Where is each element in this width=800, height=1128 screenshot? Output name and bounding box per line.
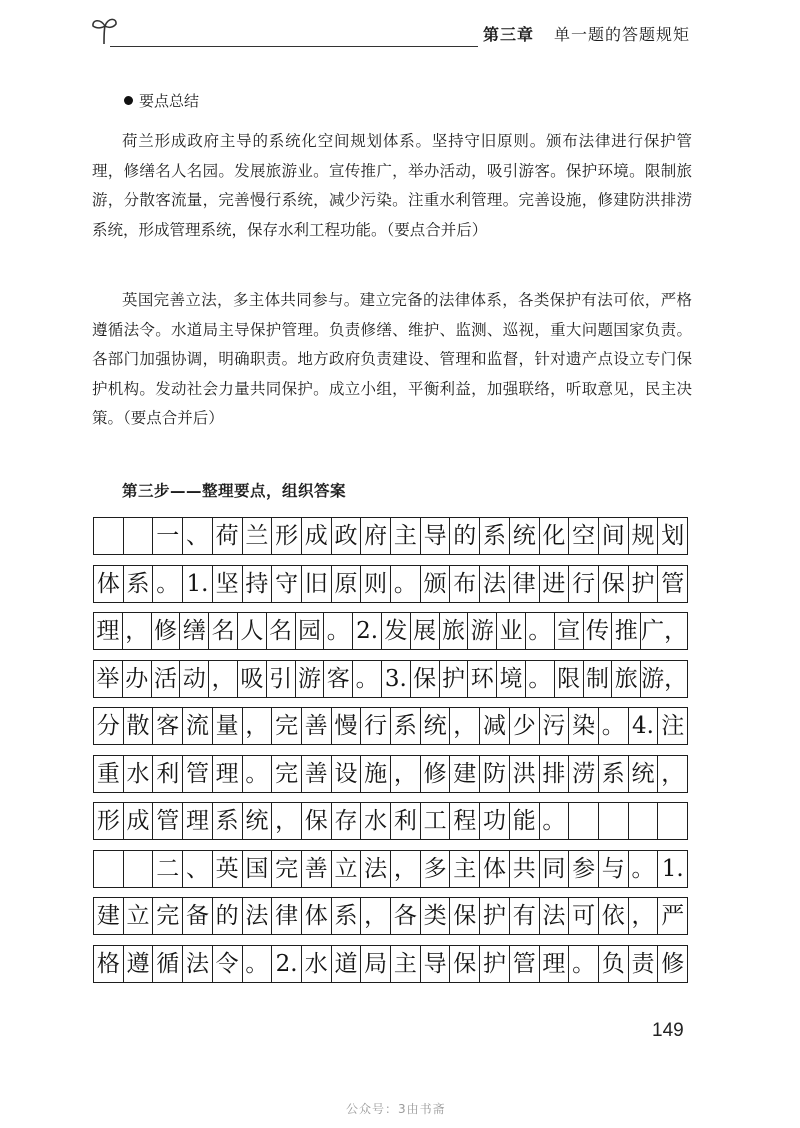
grid-cell: 展 — [411, 613, 440, 649]
grid-cell: ， — [450, 708, 480, 744]
grid-cell: 颁 — [421, 566, 451, 602]
grid-cell: 行 — [569, 566, 599, 602]
grid-cell: 统 — [421, 708, 451, 744]
grid-cell: 荷 — [213, 518, 243, 554]
grid-cell: 引 — [267, 661, 296, 697]
grid-cell: 有 — [510, 898, 540, 934]
grid-row — [93, 517, 688, 555]
grid-cell: 善 — [302, 708, 332, 744]
grid-cell: 染 — [569, 708, 599, 744]
grid-cell: 客 — [324, 661, 353, 697]
grid-cell: 政 — [332, 518, 362, 554]
grid-cell: 进 — [540, 566, 570, 602]
grid-cell: 遵 — [124, 946, 154, 982]
grid-cell: 统 — [629, 756, 659, 792]
chapter-heading — [483, 22, 690, 45]
grid-cell: 4. — [629, 708, 659, 744]
grid-cell: 间 — [599, 518, 629, 554]
grid-cell: 同 — [540, 851, 570, 887]
grid-cell — [658, 803, 687, 839]
page-header — [88, 12, 690, 48]
grid-cell: 1. — [183, 566, 213, 602]
grid-cell: 分 — [94, 708, 124, 744]
grid-cell: 严 — [661, 903, 685, 929]
grid-cell: 律 — [272, 898, 302, 934]
grid-cell: 形 — [272, 518, 302, 554]
grid-cell: 管 — [661, 570, 685, 597]
grid-cell: 兰 — [243, 518, 273, 554]
grid-cell: 导 — [421, 946, 451, 982]
grid-cell: ， — [391, 756, 421, 792]
grid-row — [93, 850, 688, 888]
grid-cell: 旅 — [612, 661, 641, 697]
grid-cell: ， — [209, 661, 238, 697]
grid-cell: 修 — [421, 756, 451, 792]
grid-cell: 量 — [213, 708, 243, 744]
grid-cell: 完 — [272, 756, 302, 792]
grid-cell: 系 — [332, 898, 362, 934]
grid-cell: 责 — [629, 946, 659, 982]
grid-cell: 。 — [540, 803, 570, 839]
grid-cell: 依 — [599, 898, 629, 934]
summary-paragraph-netherlands: 荷兰形成政府主导的系统化空间规划体系。坚持守旧原则。颁布法律进行保护管理，修缮名人名园。发展旅游业。宣传推广，举办活动，吸引游客。保护环境。限制旅游，分散客流量，完善慢行系统，减少污染。注重水利管理。完善设施，修建防洪排涝系统，形成管理系统，保存水利工程功能。（要点合并后） — [92, 132, 692, 239]
grid-cell: 一 — [153, 518, 183, 554]
section-title — [124, 90, 199, 111]
grid-cell: 护 — [629, 566, 659, 602]
grid-cell: 主 — [391, 518, 421, 554]
grid-cell: 规 — [629, 518, 659, 554]
grid-cell: 主 — [450, 851, 480, 887]
grid-cell: 行 — [361, 708, 391, 744]
grid-cell: 坚 — [213, 566, 243, 602]
grid-cell: 律 — [510, 566, 540, 602]
grid-cell: 立 — [332, 851, 362, 887]
grid-cell: 旧 — [302, 566, 332, 602]
grid-cell: 设 — [332, 756, 362, 792]
grid-cell: 的 — [450, 518, 480, 554]
grid-cell: 。 — [526, 661, 555, 697]
grid-cell: 持 — [243, 566, 273, 602]
grid-cell: 流 — [183, 708, 213, 744]
summary-paragraph-uk: 英国完善立法，多主体共同参与。建立完备的法律体系，各类保护有法可依，严格遵循法令。水道局主导保护管理。负责修缮、维护、监测、巡视，重大问题国家负责。各部门加强协调，明确职责。地方政府负责建设、管理和监督，针对遗产点设立专门保护机构。发动社会力量共同保护。成立小组，平衡利益，加强联络，听取意见，民主决策。（要点合并后） — [92, 291, 692, 427]
grid-cell: 。 — [569, 946, 599, 982]
grid-cell: 导 — [421, 518, 451, 554]
grid-cell: 保 — [302, 803, 332, 839]
grid-cell: 法 — [361, 851, 391, 887]
grid-cell: 形 — [94, 803, 124, 839]
grid-row — [93, 707, 688, 745]
grid-cell: 保 — [599, 566, 629, 602]
grid-cell: 。 — [391, 566, 421, 602]
grid-cell: 修 — [152, 613, 181, 649]
grid-cell: 。 — [599, 708, 629, 744]
grid-cell: 游， — [641, 665, 688, 692]
grid-cell: 。 — [526, 613, 555, 649]
grid-cell: 理 — [94, 613, 123, 649]
grid-cell: 污 — [540, 708, 570, 744]
grid-cell: 局 — [361, 946, 391, 982]
page-number: 149 — [652, 1020, 684, 1041]
grid-cell: 参 — [569, 851, 599, 887]
grid-cell: 备 — [183, 898, 213, 934]
grid-cell: 举 — [94, 661, 123, 697]
bullet-icon — [124, 96, 133, 105]
grid-cell: 护 — [440, 661, 469, 697]
grid-cell: 体 — [94, 566, 124, 602]
grid-cell: 吸 — [238, 661, 267, 697]
grid-cell: 完 — [153, 898, 183, 934]
grid-cell: 立 — [124, 898, 154, 934]
grid-cell: 限 — [555, 661, 584, 697]
grid-cell: 能 — [510, 803, 540, 839]
grid-cell: 。 — [324, 613, 353, 649]
grid-cell: 统 — [243, 803, 273, 839]
grid-cell: 类 — [421, 898, 451, 934]
grid-cell: 传 — [584, 613, 613, 649]
grid-cell: 排 — [540, 756, 570, 792]
grid-cell: 活 — [152, 661, 181, 697]
grid-cell: 管 — [153, 803, 183, 839]
grid-cell: 国 — [243, 851, 273, 887]
grid-cell: 法 — [540, 898, 570, 934]
grid-cell: 2. — [353, 613, 382, 649]
grid-cell: 划 — [661, 523, 685, 549]
grid-cell: 水 — [124, 756, 154, 792]
grid-cell: 缮 — [180, 613, 209, 649]
grid-cell: 水 — [302, 946, 332, 982]
grid-cell: 原 — [332, 566, 362, 602]
grid-cell: 空 — [569, 518, 599, 554]
grid-cell: 法 — [243, 898, 273, 934]
grid-cell: 理 — [183, 803, 213, 839]
grid-cell: ， — [243, 708, 273, 744]
grid-cell: 散 — [124, 708, 154, 744]
grid-cell — [94, 518, 124, 554]
grid-cell: ， — [123, 613, 152, 649]
grid-cell: ， — [391, 851, 421, 887]
grid-cell: 系 — [391, 708, 421, 744]
grid-cell: 宣 — [555, 613, 584, 649]
grid-cell: 减 — [480, 708, 510, 744]
grid-cell: 。 — [629, 851, 659, 887]
grid-cell — [629, 803, 659, 839]
grid-cell: 建 — [94, 898, 124, 934]
grid-cell: 理 — [540, 946, 570, 982]
grid-cell: 体 — [302, 898, 332, 934]
grid-cell: 循 — [153, 946, 183, 982]
grid-row — [93, 802, 688, 840]
grid-cell: 系 — [599, 756, 629, 792]
grid-row — [93, 897, 688, 935]
grid-cell: 。 — [353, 661, 382, 697]
grid-cell: 少 — [510, 708, 540, 744]
grid-cell: 各 — [391, 898, 421, 934]
grid-cell: 重 — [94, 756, 124, 792]
grid-cell: 护 — [480, 898, 510, 934]
grid-cell: 慢 — [332, 708, 362, 744]
grid-cell: 办 — [123, 661, 152, 697]
grid-cell: 保 — [411, 661, 440, 697]
grid-cell: 环 — [468, 661, 497, 697]
grid-cell: 令 — [213, 946, 243, 982]
grid-cell: 园 — [296, 613, 325, 649]
grid-cell: 管 — [183, 756, 213, 792]
grid-cell: 工 — [421, 803, 451, 839]
grid-cell: 推 — [612, 613, 641, 649]
grid-cell — [124, 851, 154, 887]
grid-cell: 多 — [421, 851, 451, 887]
grid-cell — [569, 803, 599, 839]
grid-cell: 人 — [238, 613, 267, 649]
grid-cell: 注 — [661, 713, 685, 739]
grid-cell: ， — [361, 898, 391, 934]
grid-cell: 游 — [468, 613, 497, 649]
grid-cell: 与 — [599, 851, 629, 887]
grid-cell: 防 — [480, 756, 510, 792]
grid-cell: 制 — [584, 661, 613, 697]
grid-cell: 系 — [480, 518, 510, 554]
grid-cell: 完 — [272, 851, 302, 887]
grid-cell: 存 — [332, 803, 362, 839]
grid-cell: 体 — [480, 851, 510, 887]
grid-cell: 可 — [569, 898, 599, 934]
grid-cell: 善 — [302, 756, 332, 792]
grid-cell: ， — [629, 898, 659, 934]
grid-cell: 善 — [302, 851, 332, 887]
grid-cell: 。 — [243, 756, 273, 792]
grid-cell: 保 — [450, 946, 480, 982]
grid-cell: 程 — [450, 803, 480, 839]
grid-cell: 法 — [183, 946, 213, 982]
grid-cell: 修 — [661, 950, 685, 977]
grid-cell: 。 — [153, 566, 183, 602]
grid-cell: 成 — [302, 518, 332, 554]
grid-cell: 。 — [243, 946, 273, 982]
grid-cell: 动 — [180, 661, 209, 697]
grid-cell: 系 — [124, 566, 154, 602]
grid-cell: 旅 — [440, 613, 469, 649]
grid-cell: 业 — [497, 613, 526, 649]
chapter-number: 第三章 — [482, 25, 534, 44]
grid-cell: 完 — [272, 708, 302, 744]
grid-cell: 涝 — [569, 756, 599, 792]
answer-grid — [93, 517, 688, 992]
step-title: 第三步——整理要点，组织答案 — [122, 482, 347, 500]
grid-row — [93, 755, 688, 793]
grid-cell — [599, 803, 629, 839]
grid-cell — [94, 851, 124, 887]
chapter-title: 单一题的答题规矩 — [553, 25, 690, 44]
sprout-icon — [88, 12, 122, 46]
grid-cell: 利 — [153, 756, 183, 792]
grid-cell: 二 — [153, 851, 183, 887]
grid-cell: 共 — [510, 851, 540, 887]
grid-cell: 施 — [361, 756, 391, 792]
grid-cell: 水 — [361, 803, 391, 839]
grid-cell: 、 — [183, 518, 213, 554]
grid-cell: 名 — [209, 613, 238, 649]
grid-cell: 布 — [450, 566, 480, 602]
grid-row — [93, 612, 688, 650]
grid-cell — [124, 518, 154, 554]
watermark: 公众号：3由书斋 — [346, 1102, 446, 1116]
grid-cell: 名 — [267, 613, 296, 649]
grid-cell: 客 — [153, 708, 183, 744]
grid-cell: 境 — [497, 661, 526, 697]
grid-cell: ， — [272, 803, 302, 839]
grid-row — [93, 565, 688, 603]
grid-cell: 英 — [213, 851, 243, 887]
grid-row — [93, 945, 688, 983]
grid-cell: 格 — [94, 946, 124, 982]
grid-cell: 发 — [382, 613, 411, 649]
grid-cell: 统 — [510, 518, 540, 554]
grid-cell: 主 — [391, 946, 421, 982]
grid-cell: 护 — [480, 946, 510, 982]
grid-cell: 理 — [213, 756, 243, 792]
grid-cell: 府 — [361, 518, 391, 554]
grid-cell: 法 — [480, 566, 510, 602]
grid-cell: 广， — [641, 618, 688, 644]
grid-cell: 道 — [332, 946, 362, 982]
grid-cell: 的 — [213, 898, 243, 934]
grid-cell: 功 — [480, 803, 510, 839]
grid-cell: 负 — [599, 946, 629, 982]
grid-cell: 2. — [272, 946, 302, 982]
grid-cell: ， — [661, 760, 685, 787]
grid-cell: 1. — [661, 855, 684, 882]
grid-row — [93, 660, 688, 698]
grid-cell: 则 — [361, 566, 391, 602]
grid-cell: 化 — [540, 518, 570, 554]
grid-cell: 洪 — [510, 756, 540, 792]
grid-cell: 利 — [391, 803, 421, 839]
grid-cell: 游 — [296, 661, 325, 697]
grid-cell: 建 — [450, 756, 480, 792]
grid-cell: 管 — [510, 946, 540, 982]
grid-cell: 保 — [450, 898, 480, 934]
grid-cell: 3. — [382, 661, 411, 697]
header-rule — [110, 46, 478, 47]
grid-cell: 守 — [272, 566, 302, 602]
grid-cell: 、 — [183, 851, 213, 887]
grid-cell: 系 — [213, 803, 243, 839]
section-title-text: 要点总结 — [139, 92, 200, 110]
grid-cell: 成 — [124, 803, 154, 839]
